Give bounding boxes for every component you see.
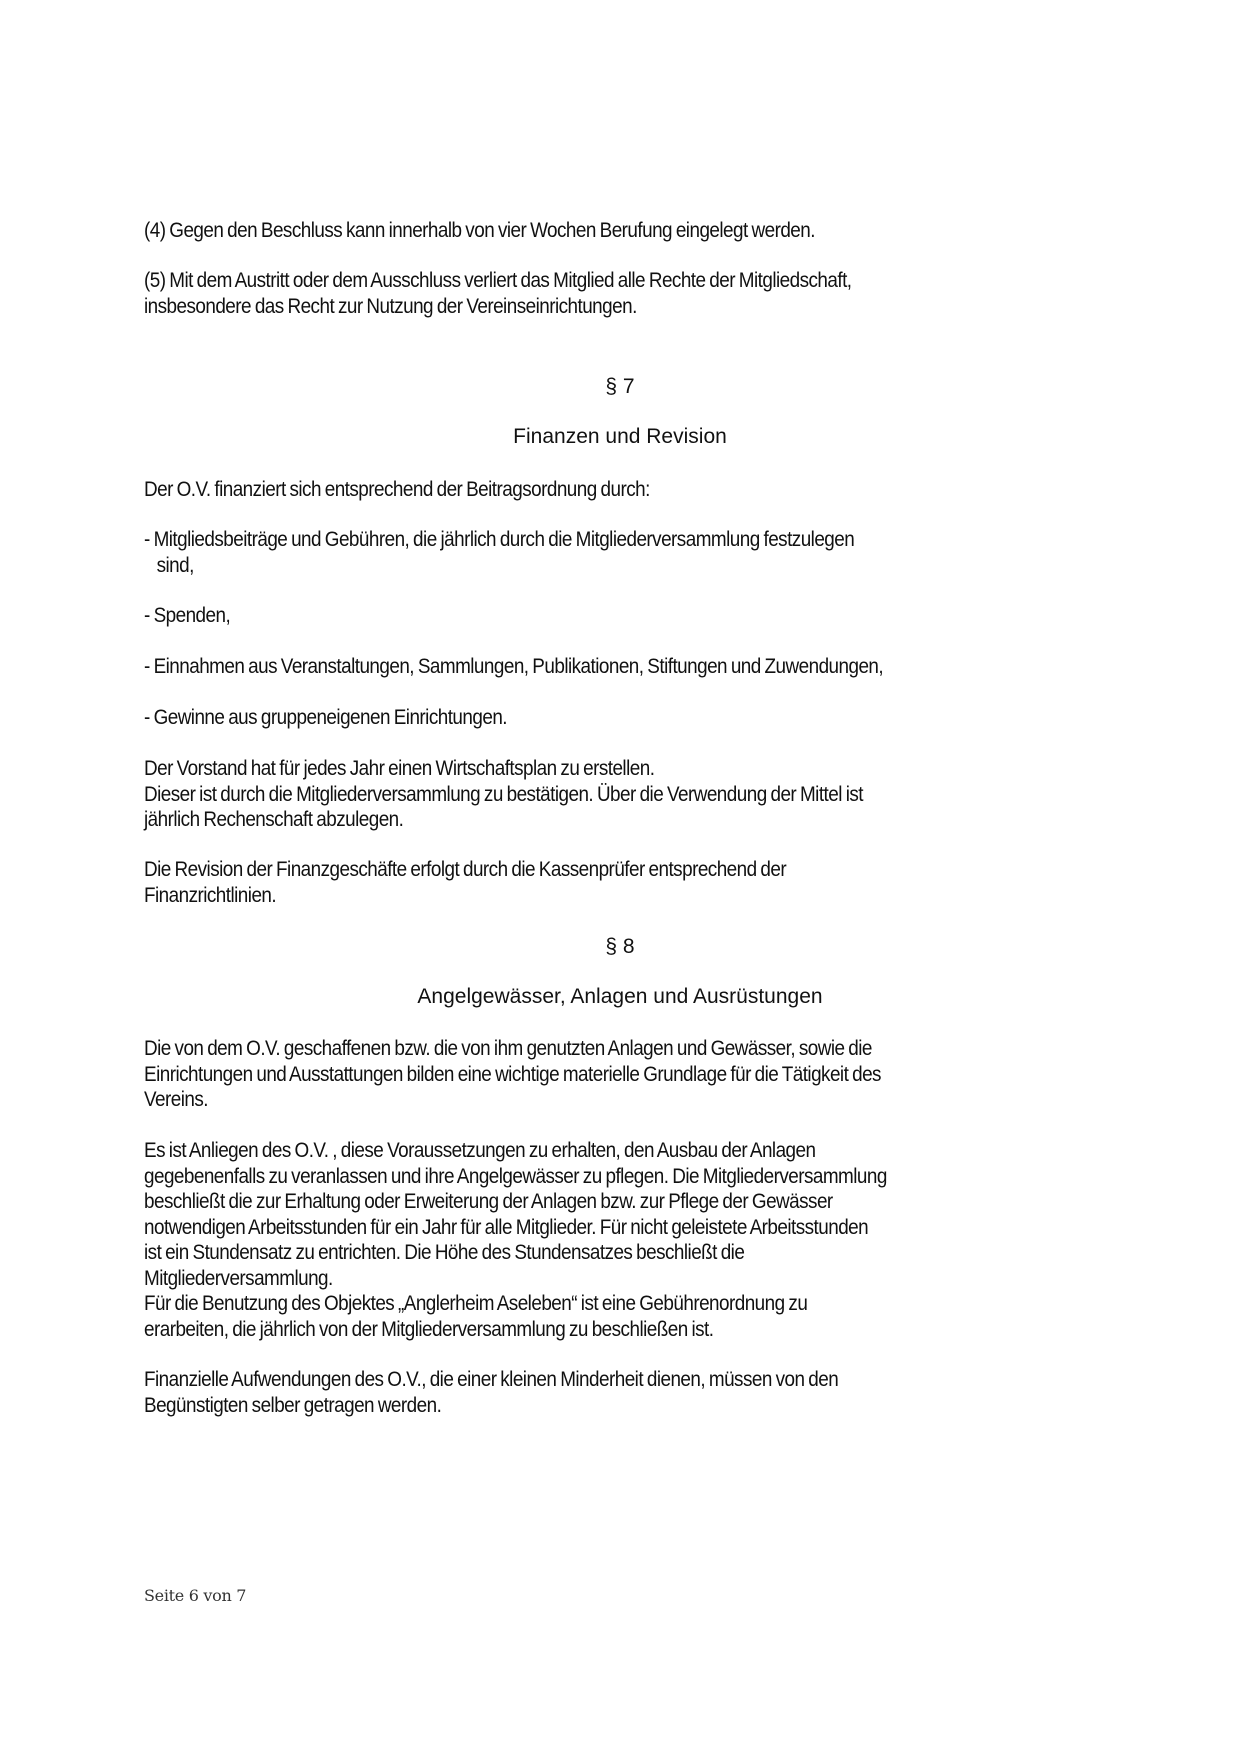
text-line: Dieser ist durch die Mitgliederversammlung zu bestätigen. Über die Verwendung der Mittel ist: [144, 782, 864, 806]
paragraph-revision: [144, 857, 1008, 908]
text-line: beschließt die zur Erhaltung oder Erweiterung der Anlagen bzw. zur Pflege der Gewässer: [144, 1190, 833, 1213]
text-line: Vereins.: [144, 1088, 208, 1111]
paragraph-wirtschaftsplan: [144, 756, 1008, 833]
section-8-title: Angelgewässer, Anlagen und Ausrüstungen: [417, 985, 823, 1008]
text-line: Mitgliederversammlung.: [144, 1266, 333, 1290]
section-7-intro: [144, 477, 1008, 503]
bullet-item: [144, 654, 1008, 680]
section-7-title: Finanzen und Revision: [513, 425, 727, 448]
paragraph-anlagen: [144, 1036, 1008, 1113]
paragraph-4: [144, 218, 1008, 244]
text-line: notwendigen Arbeitsstunden für ein Jahr für alle Mitglieder. Für nicht geleistete Arbeitsstunden: [144, 1215, 869, 1239]
bullet-item: [144, 705, 1008, 731]
bullet-item: [144, 527, 1008, 578]
text-line: - Einnahmen aus Veranstaltungen, Sammlungen, Publikationen, Stiftungen und Zuwendungen,: [144, 655, 884, 678]
page-footer: Seite 6 von 7: [144, 1586, 247, 1605]
text-line: jährlich Rechenschaft abzulegen.: [144, 808, 404, 831]
paragraph-aufwendungen: [144, 1367, 1008, 1418]
text-line: Die von dem O.V. geschaffenen bzw. die von ihm genutzten Anlagen und Gewässer, sowie die: [144, 1037, 872, 1060]
text-line: Der O.V. finanziert sich entsprechend der Beitragsordnung durch:: [144, 478, 650, 501]
text-line: Finanzielle Aufwendungen des O.V., die einer kleinen Minderheit dienen, müssen von den: [144, 1368, 839, 1391]
paragraph-5: [144, 268, 1008, 319]
bullet-item: [144, 603, 1008, 629]
section-7-number: § 7: [605, 375, 635, 398]
text-line: Es ist Anliegen des O.V. , diese Voraussetzungen zu erhalten, den Ausbau der Anlagen: [144, 1139, 816, 1162]
text-line: Die Revision der Finanzgeschäfte erfolgt durch die Kassenprüfer entsprechend der: [144, 858, 787, 881]
text-line: (5) Mit dem Austritt oder dem Ausschluss verliert das Mitglied alle Rechte der Mitgliedschaft,: [144, 269, 852, 292]
text-line: Für die Benutzung des Objektes „Anglerheim Aseleben“ ist eine Gebührenordnung zu: [144, 1292, 808, 1315]
text-line: ist ein Stundensatz zu entrichten. Die Höhe des Stundensatzes beschließt die: [144, 1241, 745, 1264]
text-line: Der Vorstand hat für jedes Jahr einen Wirtschaftsplan zu erstellen.: [144, 757, 655, 780]
text-line: - Spenden,: [144, 604, 231, 627]
text-line: Einrichtungen und Ausstattungen bilden eine wichtige materielle Grundlage für die Tätigkeit des: [144, 1062, 881, 1086]
text-line: gegebenenfalls zu veranlassen und ihre Angelgewässer zu pflegen. Die Mitgliederversammlung: [144, 1164, 887, 1188]
text-line: insbesondere das Recht zur Nutzung der Vereinseinrichtungen.: [144, 294, 637, 318]
text-line: - Gewinne aus gruppeneigenen Einrichtungen.: [144, 706, 508, 729]
text-line: sind,: [156, 553, 194, 577]
text-line: - Mitgliedsbeiträge und Gebühren, die jährlich durch die Mitgliederversammlung festzulegen: [144, 528, 855, 551]
text-line: erarbeiten, die jährlich von der Mitgliederversammlung zu beschließen ist.: [144, 1317, 714, 1341]
text-line: Finanzrichtlinien.: [144, 883, 277, 907]
text-line: Begünstigten selber getragen werden.: [144, 1393, 442, 1417]
paragraph-anliegen: [144, 1138, 1008, 1342]
section-8-number: § 8: [605, 935, 635, 958]
text-line: (4) Gegen den Beschluss kann innerhalb von vier Wochen Berufung eingelegt werden.: [144, 219, 815, 242]
